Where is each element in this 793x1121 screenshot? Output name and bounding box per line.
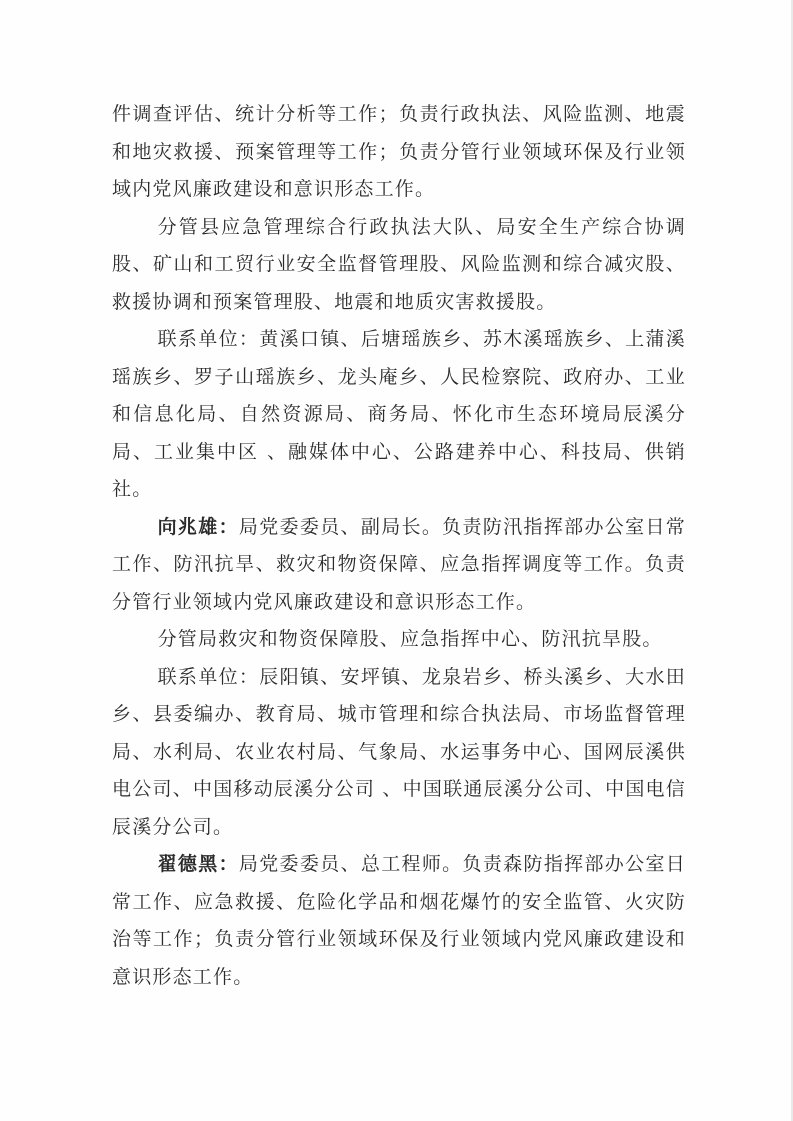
- paragraph-duties-continued: [112, 96, 686, 209]
- paragraph-text: 分管局救灾和物资保障股、应急指挥中心、防汛抗旱股。: [157, 628, 663, 650]
- official-name: 向兆雄：: [157, 515, 239, 538]
- paragraph-text: 分管县应急管理综合行政执法大队、局安全生产综合协调股、矿山和工贸行业安全监督管理股、风险监测和综合减灾股、救援协调和预案管理股、地震和地质灾害救援股。: [112, 215, 686, 313]
- official-name: 翟德黑：: [157, 853, 239, 875]
- document-body: [112, 96, 686, 996]
- paragraph-text: 局党委委员、总工程师。负责森防指挥部办公室日常工作、应急救援、危险化学品和烟花爆竹的安全监管、火灾防治等工作；负责分管行业领域环保及行业领域内党风廉政建设和意识形态工作。: [112, 853, 686, 988]
- paragraph-text: 局党委委员、副局长。负责防汛指挥部办公室日常工作、防汛抗旱、救灾和物资保障、应急指挥调度等工作。负责分管行业领域内党风廉政建设和意识形态工作。: [112, 515, 686, 613]
- paragraph-managed-units: [112, 209, 686, 322]
- paragraph-contact-units: [112, 659, 686, 847]
- paragraph-official-zhai-dehei: [112, 846, 686, 996]
- paragraph-contact-units: [112, 321, 686, 509]
- paragraph-text: 件调查评估、统计分析等工作；负责行政执法、风险监测、地震和地灾救援、预案管理等工作；负责分管行业领域环保及行业领域内党风廉政建设和意识形态工作。: [112, 103, 686, 200]
- paragraph-text: 联系单位：辰阳镇、安坪镇、龙泉岩乡、桥头溪乡、大水田乡、县委编办、教育局、城市管理和综合执法局、市场监督管理局、水利局、农业农村局、气象局、水运事务中心、国网辰溪供电公司、中国移动辰溪分公司 、中国联通辰溪分公司、中国电信辰溪分公司。: [112, 665, 686, 838]
- paragraph-official-xiang-zhaoxiong: [112, 509, 686, 622]
- paragraph-text: 联系单位：黄溪口镇、后塘瑶族乡、苏木溪瑶族乡、上蒲溪瑶族乡、罗子山瑶族乡、龙头庵乡、人民检察院、政府办、工业和信息化局、自然资源局、商务局、怀化市生态环境局辰溪分局、工业集中区 、融媒体中心、公路建养中心、科技局、供销社。: [112, 328, 686, 500]
- paragraph-managed-units: [112, 621, 686, 659]
